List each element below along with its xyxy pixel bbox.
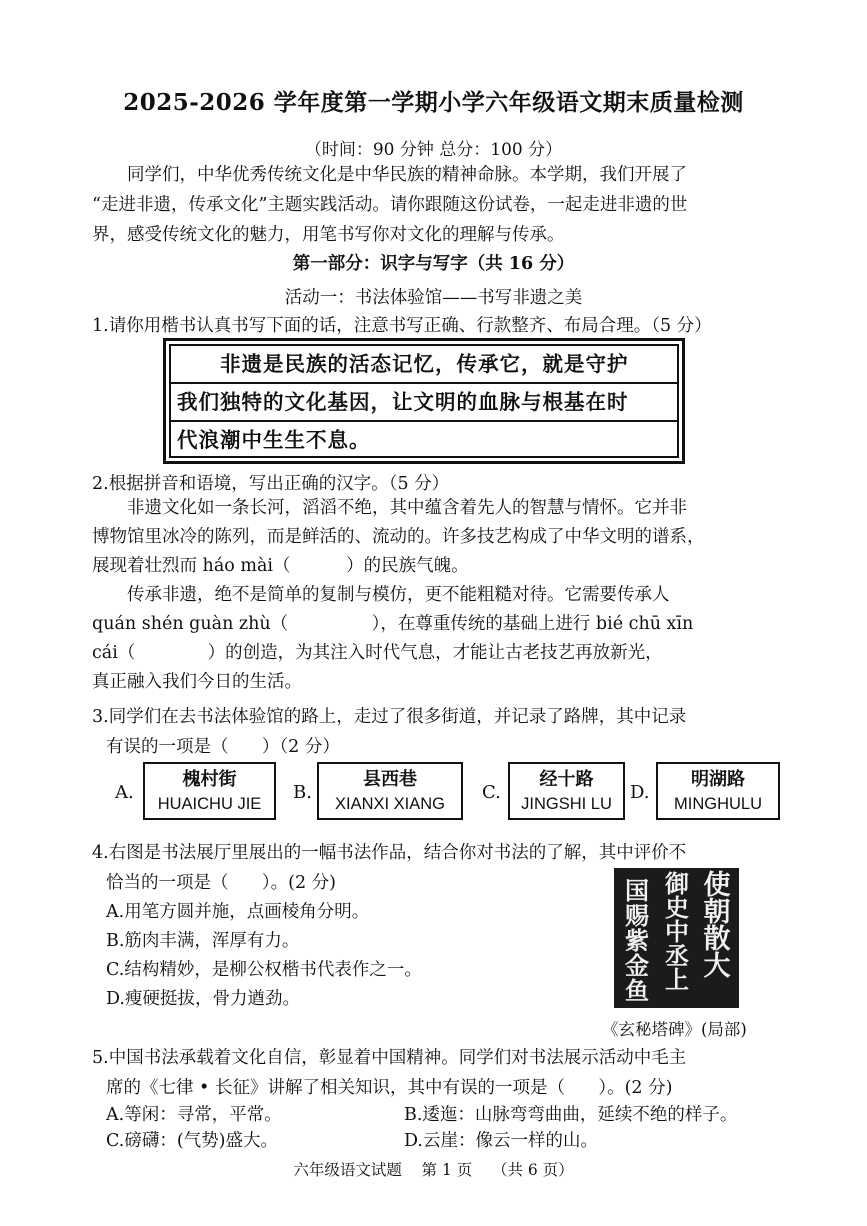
rubbing-glyph: 上 (665, 965, 689, 994)
q4-stem (92, 838, 686, 898)
q4-option-c[interactable]: C.结构精妙，是柳公权楷书代表作之一。 (106, 960, 422, 980)
intro-line: “走进非遗，传承文化”主题实践活动。请你跟随这份试卷，一起走进非遗的世 (92, 195, 688, 215)
exam-time-score: （时间：90 分钟 总分：100 分） (304, 140, 563, 160)
street-sign-name: 明湖路 (691, 769, 745, 790)
q1-copy-box (163, 338, 685, 464)
street-sign-d[interactable] (656, 762, 780, 820)
q3-options (110, 762, 785, 824)
q1-stem: 1.请你用楷书认真书写下面的话，注意书写正确、行款整齐、布局合理。（5 分） (92, 316, 712, 336)
q1-copy-line: 代浪潮中生生不息。 (177, 428, 371, 452)
rubbing-glyph: 金 (625, 951, 649, 980)
q2-line: 真正融入我们今日的生活。 (92, 672, 302, 692)
rubbing-glyph: 史 (665, 893, 689, 922)
q1-copy-grid (169, 344, 679, 458)
q5-option-b[interactable]: B.逶迤：山脉弯弯曲曲，延续不绝的样子。 (404, 1105, 738, 1125)
rubbing-glyph: 国 (625, 876, 649, 905)
q3-option-letter: C. (482, 782, 501, 803)
activity-heading: 活动一：书法体验馆——书写非遗之美 (284, 288, 583, 308)
rubbing-glyph: 散 (703, 924, 731, 955)
rubbing-glyph: 丞 (665, 941, 689, 970)
street-sign-name: 经十路 (539, 769, 594, 790)
q4-option-b[interactable]: B.筋肉丰满，浑厚有力。 (106, 931, 300, 951)
q2-line: 展现着壮烈而 háo mài（ ）的民族气魄。 (92, 556, 469, 576)
rubbing-caption: 《玄秘塔碑》(局部) (602, 1020, 747, 1039)
q5-stem-line: 席的《七律 • 长征》讲解了相关知识，其中有误的一项是（ ）。(2 分) (106, 1078, 673, 1098)
q2-line: 非遗文化如一条长河，滔滔不绝，其中蕴含着先人的智慧与情怀。它并非 (127, 498, 687, 518)
q1-copy-line: 我们独特的文化基因，让文明的血脉与根基在时 (171, 384, 677, 422)
rubbing-glyph: 使 (703, 870, 731, 901)
rubbing-column (698, 872, 736, 980)
street-sign-name: 县西巷 (363, 769, 417, 790)
exam-title: 2025-2026 学年度第一学期小学六年级语文期末质量检测 (123, 89, 744, 116)
rubbing-column (618, 878, 656, 1003)
intro-line: 界，感受传统文化的魅力，用笔书写你对文化的理解与传承。 (92, 225, 565, 245)
q2-passage (92, 494, 782, 697)
street-sign-pinyin: HUAICHU JIE (157, 795, 262, 813)
street-sign-b[interactable] (317, 762, 463, 820)
q3-option-letter: A. (115, 782, 134, 803)
q2-line: cái（ ）的创造，为其注入时代气息，才能让古老技艺再放新光， (92, 643, 663, 663)
rubbing-glyph: 赐 (625, 901, 649, 930)
part1-heading: 第一部分：识字与写字（共 16 分） (292, 254, 575, 274)
street-sign-a[interactable] (143, 762, 276, 820)
rubbing-glyph: 鱼 (625, 976, 649, 1005)
q5-option-c[interactable]: C.磅礴：(气势)盛大。 (106, 1131, 278, 1151)
q2-stem: 2.根据拼音和语境，写出正确的汉字。（5 分） (92, 474, 450, 494)
q1-copy-line: 非遗是民族的活态记忆，传承它，就是守护 (171, 346, 677, 384)
q5-option-d[interactable]: D.云崖：像云一样的山。 (404, 1131, 598, 1151)
page-footer: 六年级语文试题 第 1 页 （共 6 页） (293, 1161, 574, 1179)
q4-stem-line: 4.右图是书法展厅里展出的一幅书法作品，结合你对书法的了解，其中评价不 (92, 843, 687, 863)
q3-option-letter: D. (630, 782, 650, 803)
intro-paragraph (92, 160, 782, 250)
rubbing-glyph: 中 (665, 917, 689, 946)
street-sign-pinyin: MINGHULU (673, 795, 762, 813)
q4-option-d[interactable]: D.瘦硬挺拔，骨力遒劲。 (106, 989, 300, 1009)
q2-line: 传承非遗，绝不是简单的复制与模仿，更不能粗糙对待。它需要传承人 (127, 585, 670, 605)
street-sign-pinyin: JINGSHI LU (521, 795, 612, 813)
q5-stem-line: 5.中国书法承载着文化自信，彰显着中国精神。同学们对书法展示活动中毛主 (92, 1048, 687, 1068)
q3-stem (92, 702, 686, 762)
q4-options (106, 898, 422, 1014)
q3-option-letter: B. (293, 782, 312, 803)
q2-line: quán shén guàn zhù（ ），在尊重传统的基础上进行 bié chū xīn (92, 614, 694, 634)
rubbing-glyph: 御 (665, 869, 689, 898)
q5-option-a[interactable]: A.等闲：寻常，平常。 (106, 1105, 282, 1125)
rubbing-column (658, 869, 696, 994)
q5-stem (92, 1043, 686, 1103)
rubbing-glyph: 朝 (703, 897, 731, 928)
q3-stem-line: 3.同学们在去书法体验馆的路上，走过了很多街道，并记录了路牌，其中记录 (92, 707, 687, 727)
street-sign-c[interactable] (508, 762, 625, 820)
street-sign-pinyin: XIANXI XIANG (334, 795, 446, 813)
street-sign-name: 槐村街 (182, 769, 237, 790)
intro-line: 同学们，中华优秀传统文化是中华民族的精神命脉。本学期，我们开展了 (127, 165, 687, 185)
q2-line: 博物馆里冰冷的陈列，而是鲜活的、流动的。许多技艺构成了中华文明的谱系， (92, 527, 705, 547)
calligraphy-rubbing-image (614, 868, 739, 1008)
q3-stem-line: 有误的一项是（ ）（2 分） (106, 737, 340, 757)
q4-stem-line: 恰当的一项是（ ）。(2 分) (106, 873, 336, 893)
rubbing-glyph: 紫 (625, 926, 649, 955)
rubbing-glyph: 大 (703, 951, 731, 982)
q4-option-a[interactable]: A.用笔方圆并施，点画棱角分明。 (106, 902, 370, 922)
